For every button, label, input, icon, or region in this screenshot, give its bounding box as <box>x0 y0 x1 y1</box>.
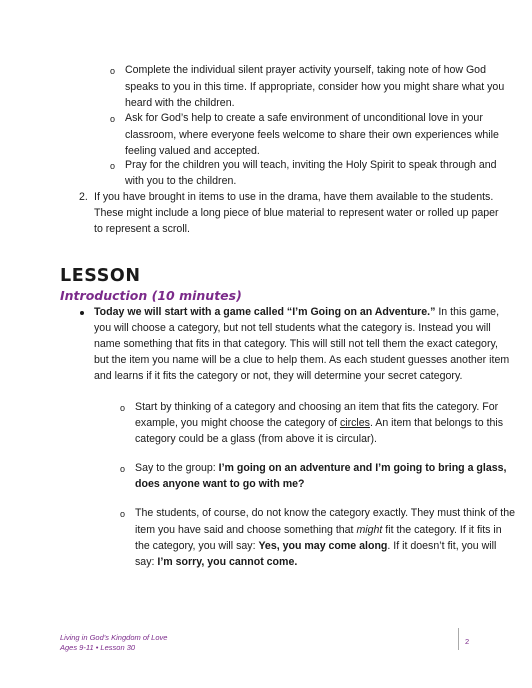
lesson-bullet-line2: you will choose a category, but not tell students what the category is. Instead you will <box>94 322 491 334</box>
list-number: 2. <box>79 191 88 203</box>
introduction-subheading: Introduction (10 minutes) <box>60 288 242 303</box>
sub-c-line2-pre: item you have said and choose something that <box>135 524 357 536</box>
sub-bullet-marker: o <box>110 66 116 76</box>
game-intro-rest: In this game, <box>435 306 500 318</box>
sub-c-line4-bold: I’m sorry, you cannot come. <box>157 556 298 568</box>
prep-item2-line3: to represent a scroll. <box>94 223 190 235</box>
sub-c-line3 <box>135 540 496 553</box>
prep-sub3-line1: Pray for the children you will teach, inviting the Holy Spirit to speak through and <box>125 159 497 171</box>
prep-sub2-line1: Ask for God’s help to create a safe environment of unconditional love in your <box>125 112 483 124</box>
lesson-bullet-line3: name something that fits in that category. This will still not tell them the exact category, <box>94 338 498 350</box>
sub-bullet-marker: o <box>120 509 126 519</box>
prep-sub3-line2: with you to the children. <box>125 175 237 187</box>
sub-c-line1: The students, of course, do not know the category exactly. They must think of the <box>135 507 516 519</box>
sub-c-line3-post: . If it doesn’t fit, you will <box>387 540 497 552</box>
sub-b-line1 <box>135 462 506 475</box>
sub-a-line3: category could be a glass (from above it is circular). <box>135 433 377 445</box>
prep-item2-line1: If you have brought in items to use in the drama, have them available to the students. <box>94 191 494 203</box>
footer-title: Living in God’s Kingdom of Love <box>60 633 168 642</box>
sub-a-line2-post: . An item that belongs to this <box>369 417 504 429</box>
lesson-heading: LESSON <box>60 266 141 286</box>
sub-c-line4 <box>135 556 297 569</box>
footer-divider <box>458 628 459 650</box>
game-intro-bold: Today we will start with a game called “I’m Going on an Adventure.” <box>94 306 436 318</box>
bullet-dot <box>80 311 84 315</box>
sub-c-line3-pre: the category, you will say: <box>135 540 259 552</box>
sub-b-line1-bold: I’m going on an adventure and I’m going to bring a glass, <box>218 462 507 474</box>
sub-b-line2: does anyone want to go with me? <box>135 478 305 490</box>
sub-a-line1: Start by thinking of a category and choosing an item that fits the category. For <box>135 401 499 413</box>
sub-a-line2 <box>135 417 503 430</box>
lesson-bullet-line4: but the item you name will be a clue to help them. As each student guesses another item <box>94 354 510 366</box>
sub-bullet-marker: o <box>120 464 126 474</box>
sub-a-line2-pre: example, you might choose the category of <box>135 417 340 429</box>
sub-c-line2 <box>135 524 502 537</box>
prep-sub1-line2: speaks to you in this time. If appropriate, consider how you might share what you <box>125 81 505 93</box>
sub-bullet-marker: o <box>110 161 116 171</box>
lesson-bullet-line5: and learns if it fits the category or not, they will determine your secret category. <box>94 370 463 382</box>
prep-item2-line2: These might include a long piece of blue material to represent water or rolled up paper <box>94 207 499 219</box>
prep-sub2-line2: classroom, where everyone feels welcome to share their own experiences while <box>125 129 499 141</box>
lesson-bullet-line1 <box>94 306 499 319</box>
prep-sub2-line3: feeling valued and accepted. <box>125 145 260 157</box>
sub-c-line2-post: fit the category. If it fits in <box>382 524 502 536</box>
sub-b-line1-pre: Say to the group: <box>135 462 219 474</box>
category-circles: circles <box>339 417 370 429</box>
sub-c-line4-pre: say: <box>135 556 158 568</box>
sub-bullet-marker: o <box>120 403 126 413</box>
prep-sub1-line1: Complete the individual silent prayer activity yourself, taking note of how God <box>125 64 486 76</box>
prep-sub1-line3: heard with the children. <box>125 97 235 109</box>
sub-c-line2-italic: might <box>356 524 383 536</box>
footer-subtitle: Ages 9-11 • Lesson 30 <box>60 643 136 652</box>
sub-bullet-marker: o <box>110 114 116 124</box>
page-number: 2 <box>465 637 470 646</box>
sub-c-line3-bold: Yes, you may come along <box>258 540 388 552</box>
